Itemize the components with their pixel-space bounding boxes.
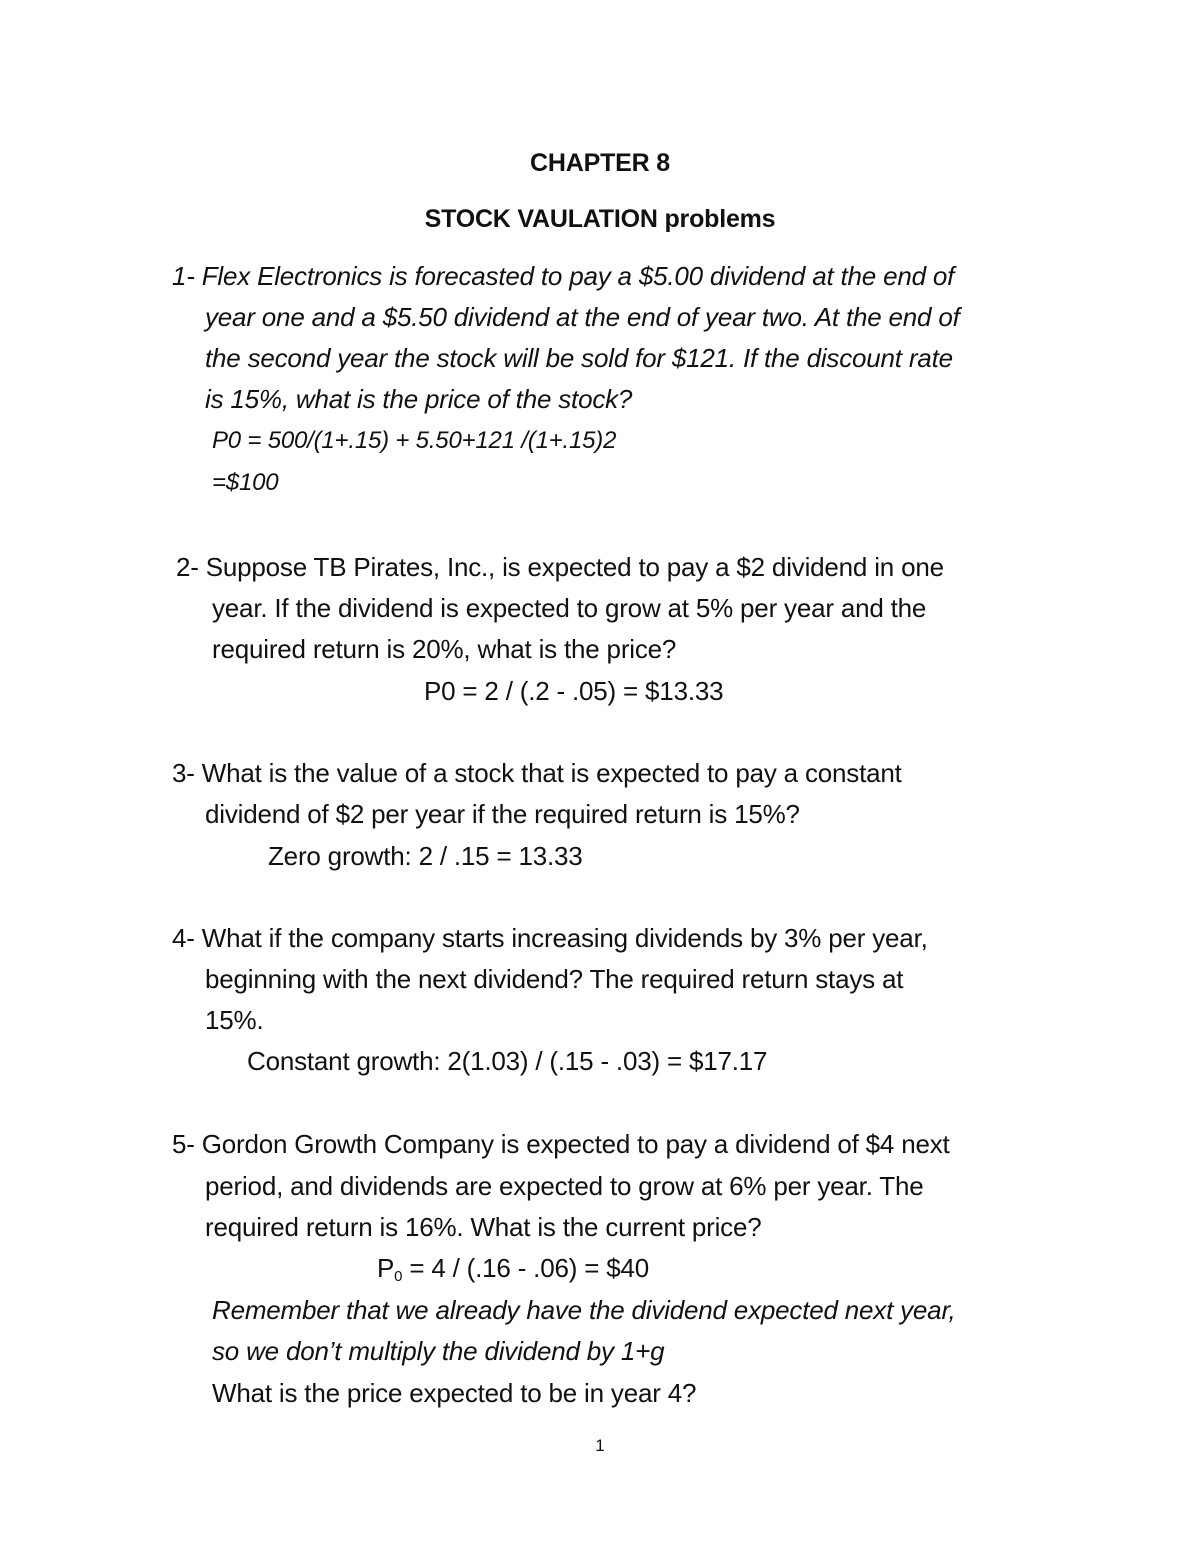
- problem-2-solution: P0 = 2 / (.2 - .05) = $13.33: [424, 676, 724, 706]
- problem-4-line-3: 15%.: [205, 1005, 264, 1035]
- problem-1-line-2: year one and a $5.50 dividend at the end of year two. At the end of: [205, 302, 960, 332]
- page-number: 1: [595, 1436, 605, 1455]
- problem-5-solution-rest: = 4 / (.16 - .06) = $40: [402, 1253, 649, 1283]
- price-subscript: 0: [394, 1268, 403, 1285]
- problem-4-solution: Constant growth: 2(1.03) / (.15 - .03) = $17.17: [247, 1046, 768, 1076]
- problem-5-line-3: required return is 16%. What is the current price?: [205, 1212, 762, 1242]
- problem-3-solution: Zero growth: 2 / .15 = 13.33: [268, 841, 583, 871]
- problem-1-formula: P0 = 500/(1+.15) + 5.50+121 /(1+.15)2: [212, 427, 617, 454]
- problem-5-line-2: period, and dividends are expected to grow at 6% per year. The: [205, 1171, 924, 1201]
- problem-1-line-4: is 15%, what is the price of the stock?: [205, 384, 633, 414]
- problem-2-line-2: year. If the dividend is expected to grow at 5% per year and the: [212, 593, 927, 623]
- problem-1-line-1: 1- Flex Electronics is forecasted to pay a $5.00 dividend at the end of: [172, 261, 955, 291]
- problem-3-line-2: dividend of $2 per year if the required return is 15%?: [205, 799, 800, 829]
- problem-5-note-line-1: Remember that we already have the dividend expected next year,: [212, 1295, 956, 1325]
- chapter-heading: CHAPTER 8: [530, 149, 670, 177]
- problem-5-solution: [377, 1252, 649, 1289]
- problem-2-line-3: required return is 20%, what is the price?: [212, 634, 677, 664]
- price-symbol: P: [377, 1253, 395, 1283]
- problem-4-line-2: beginning with the next dividend? The required return stays at: [205, 964, 904, 994]
- problem-5-followup-question: What is the price expected to be in year 4?: [212, 1378, 697, 1408]
- problem-1-answer: =$100: [212, 469, 279, 496]
- problem-2-line-1: 2- Suppose TB Pirates, Inc., is expected to pay a $2 dividend in one: [176, 552, 944, 582]
- problem-3-line-1: 3- What is the value of a stock that is expected to pay a constant: [172, 758, 902, 788]
- problem-1-line-3: the second year the stock will be sold for $121. If the discount rate: [205, 343, 953, 373]
- problem-5-line-1: 5- Gordon Growth Company is expected to pay a dividend of $4 next: [172, 1129, 950, 1159]
- problem-5-note-line-2: so we don’t multiply the dividend by 1+g: [212, 1336, 665, 1366]
- document-title: STOCK VAULATION problems: [424, 205, 776, 233]
- problem-4-line-1: 4- What if the company starts increasing dividends by 3% per year,: [172, 923, 928, 953]
